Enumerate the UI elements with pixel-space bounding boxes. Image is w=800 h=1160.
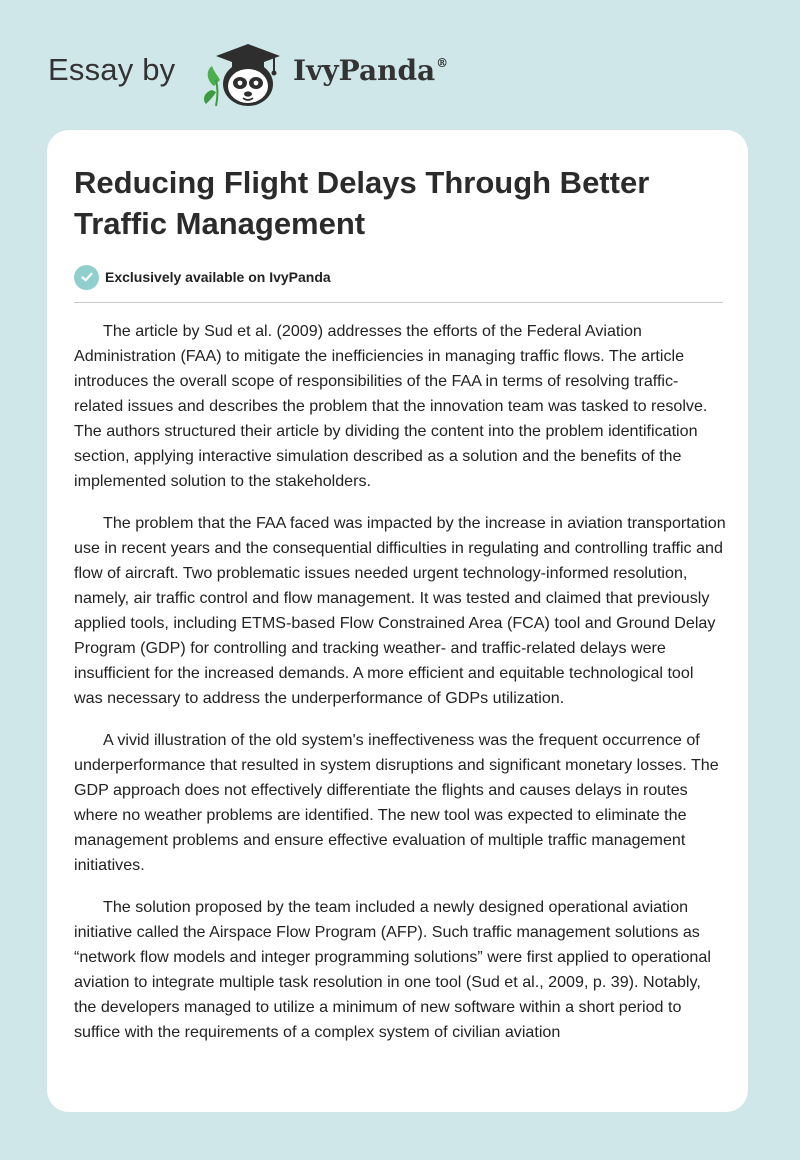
- brand-wordmark[interactable]: [293, 54, 448, 87]
- brand-name-text: IvyPanda: [293, 54, 436, 87]
- ivypanda-logo-icon[interactable]: [200, 36, 286, 108]
- trademark-symbol: ®: [436, 56, 449, 70]
- page-title: Reducing Flight Delays Through Better Traffic Management: [74, 165, 650, 241]
- site-header: [0, 0, 800, 130]
- paragraph: A vivid illustration of the old system's ineffectiveness was the frequent occurrence of underperformance that resulted in system disruptions and significant monetary losses. The GDP approach does not effectively differentiate the flights and causes delays in routes where no weather problems are identified. The new tool was expected to eliminate the management problems and ensure effective evaluation of multiple traffic management initiatives.: [74, 731, 719, 874]
- exclusive-label: Exclusively available on IvyPanda: [105, 269, 331, 285]
- paragraph: The article by Sud et al. (2009) addresses the efforts of the Federal Aviation Administration (FAA) to mitigate the inefficiencies in managing traffic flows. The article introduces the overall scope of responsibilities of the FAA in terms of resolving traffic-related issues and describes the problem that the innovation team was tasked to resolve. The authors structured their article by dividing the content into the problem identification section, applying interactive simulation described as a solution and the benefits of the implemented solution to the stakeholders.: [74, 322, 708, 490]
- exclusive-badge: [74, 264, 331, 290]
- paragraph: The solution proposed by the team included a newly designed operational aviation initiative called the Airspace Flow Program (AFP). Such traffic management solutions as “network flow models and integer programming solutions” were first applied to operational aviation to integrate multiple task resolution in one tool (Sud et al., 2009, p. 39). Notably, the developers managed to utilize a minimum of new software within a short period to suffice with the requirements of a complex system of civilian aviation: [74, 898, 711, 1041]
- essay-body: [74, 319, 726, 1062]
- essay-by-label: Essay by: [48, 52, 176, 87]
- paragraph: The problem that the FAA faced was impacted by the increase in aviation transportation use in recent years and the consequential difficulties in regulating and controlling traffic and flow of aircraft. Two problematic issues needed urgent technology-informed resolution, namely, air traffic control and flow management. It was tested and claimed that previously applied tools, including ETMS-based Flow Constrained Area (FCA) tool and Ground Delay Program (GDP) for controlling and tracking weather- and traffic-related delays were insufficient for the increased demands. A more efficient and equitable technological tool was necessary to address the underperformance of GDPs utilization.: [74, 514, 726, 707]
- check-circle-icon: [74, 265, 99, 290]
- divider: [74, 302, 723, 303]
- essay-card: [47, 130, 748, 1112]
